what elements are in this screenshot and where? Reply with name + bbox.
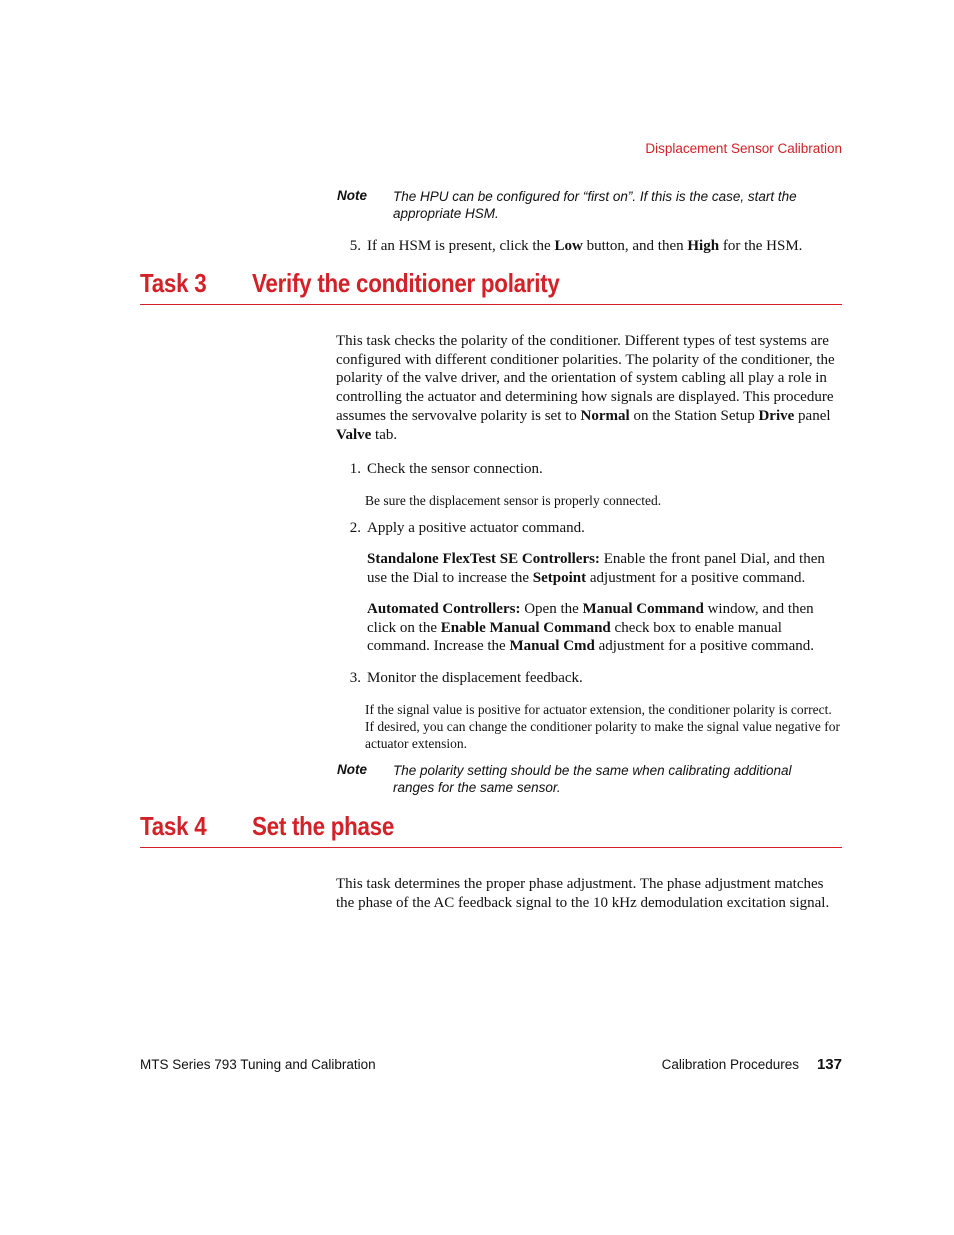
step-number: 5. xyxy=(349,238,361,254)
footer-section: Calibration Procedures xyxy=(661,1057,799,1072)
task-title: Set the phase xyxy=(252,811,395,841)
step-text: Apply a positive actuator command. xyxy=(367,520,585,536)
running-head: Displacement Sensor Calibration xyxy=(645,141,842,156)
task-label: Task 3 xyxy=(140,268,207,298)
step-text: If an HSM is present, click the Low button, and then High for the HSM. xyxy=(367,238,803,254)
task-4-intro: This task determines the proper phase adjustment. The phase adjustment matches the phase of the AC feedback signal to the 10 kHz demodulation excitation signal. xyxy=(336,876,830,911)
task-title: Verify the conditioner polarity xyxy=(252,268,560,298)
step-text: Check the sensor connection. xyxy=(367,461,543,477)
note-label: Note xyxy=(337,188,367,203)
task-4-heading xyxy=(140,811,842,848)
task-label: Task 4 xyxy=(140,811,207,841)
footer-document-title: MTS Series 793 Tuning and Calibration xyxy=(140,1057,376,1072)
step-5 xyxy=(337,237,842,256)
step-2 xyxy=(337,519,842,538)
standalone-controllers-paragraph: Standalone FlexTest SE Controllers: Enable the front panel Dial, and then use the Dial to increase the Setpoint adjustment for a positive command. xyxy=(367,551,825,586)
note-text: The HPU can be configured for “first on”. If this is the case, start the appropriate HSM. xyxy=(393,189,797,221)
step-number: 3. xyxy=(349,670,361,686)
step-1-detail: Be sure the displacement sensor is properly connected. xyxy=(365,493,662,508)
step-1 xyxy=(337,460,842,479)
step-3-detail: If the signal value is positive for actuator extension, the conditioner polarity is correct. If desired, you can change the conditioner polarity to make the signal value negative for actuator extension. xyxy=(365,702,840,751)
step-number: 2. xyxy=(349,520,361,536)
note-text: The polarity setting should be the same when calibrating additional ranges for the same sensor. xyxy=(393,763,792,795)
automated-controllers-paragraph: Automated Controllers: Open the Manual Command window, and then click on the Enable Manual Command check box to enable manual command. Increase the Manual Cmd adjustment for a positive command. xyxy=(367,601,814,655)
task-3-heading xyxy=(140,268,842,305)
step-number: 1. xyxy=(349,461,361,477)
note-label: Note xyxy=(337,762,367,777)
task-3-intro: This task checks the polarity of the conditioner. Different types of test systems are configured with different conditioner polarities. The polarity of the conditioner, the polarity of the valve driver, and the orientation of system cabling all play a role in controlling the actuator and determining how signals are displayed. This procedure assumes the servovalve polarity is set to Normal on the Station Setup Drive panel Valve tab. xyxy=(336,333,835,443)
page-number: 137 xyxy=(816,1056,842,1073)
step-3 xyxy=(337,669,842,688)
step-text: Monitor the displacement feedback. xyxy=(367,670,583,686)
